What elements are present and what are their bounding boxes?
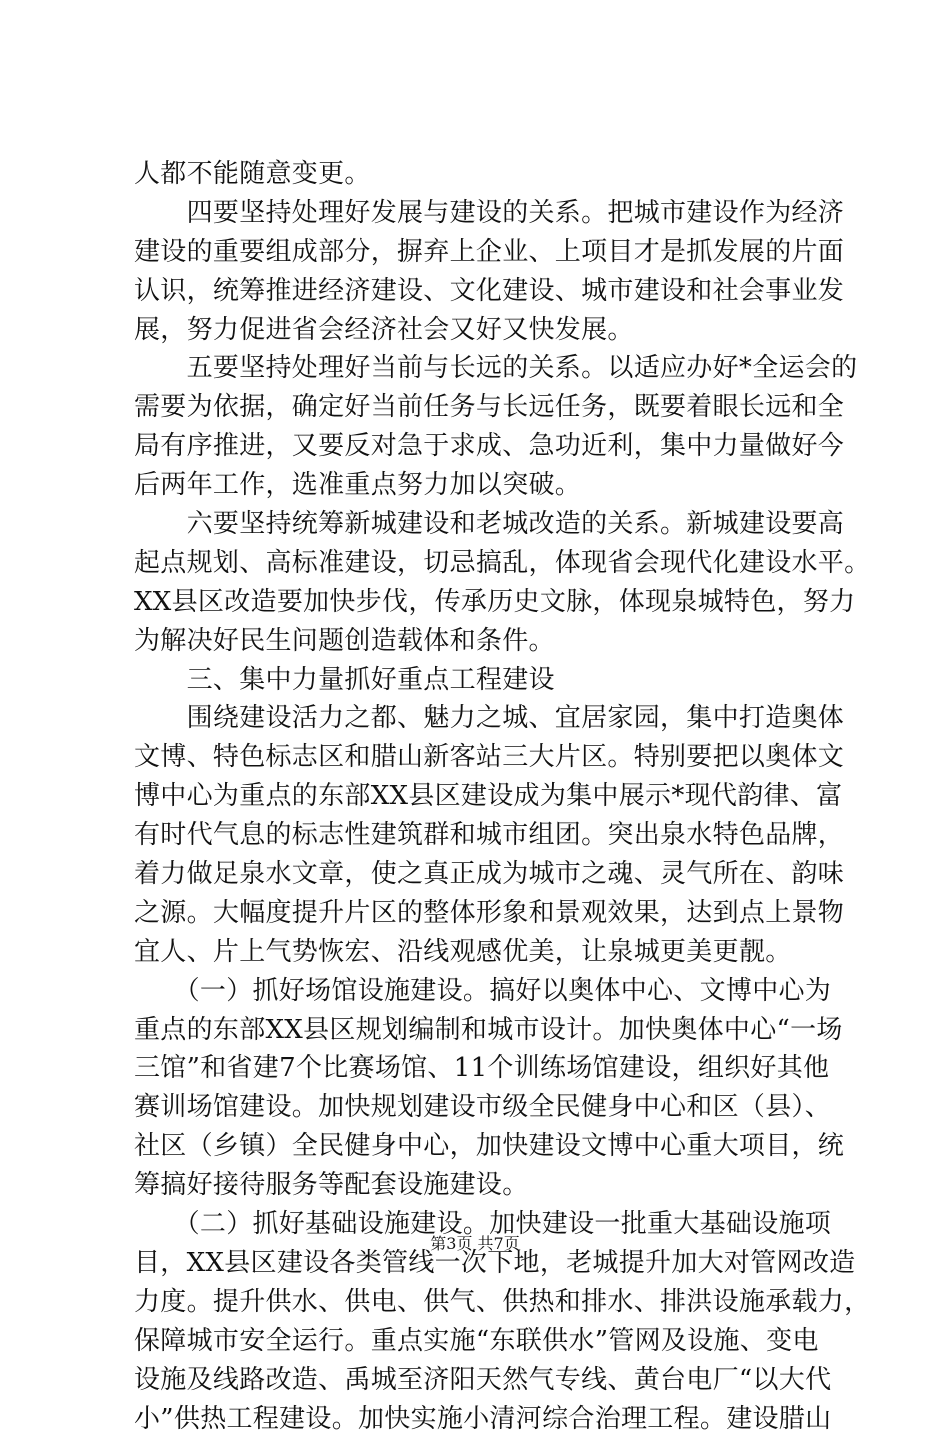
text-line: 三馆”和省建7个比赛场馆、11个训练场馆建设，组织好其他: [134, 1049, 834, 1088]
text-line: 文博、特色标志区和腊山新客站三大片区。特别要把以奥体文: [134, 738, 834, 777]
text-line: 四要坚持处理好发展与建设的关系。把城市建设作为经济: [134, 194, 834, 233]
text-line: 五要坚持处理好当前与长远的关系。以适应办好*全运会的: [134, 349, 834, 388]
text-line: 力度。提升供水、供电、供气、供热和排水、排洪设施承载力，: [134, 1283, 834, 1322]
text-line: 六要坚持统筹新城建设和老城改造的关系。新城建设要高: [134, 505, 834, 544]
text-line: 认识，统筹推进经济建设、文化建设、城市建设和社会事业发: [134, 272, 834, 311]
text-line: 后两年工作，选准重点努力加以突破。: [134, 466, 834, 505]
text-line: 之源。大幅度提升片区的整体形象和景观效果，达到点上景物: [134, 894, 834, 933]
text-line: 筹搞好接待服务等配套设施建设。: [134, 1166, 834, 1205]
text-line: 重点的东部XX县区规划编制和城市设计。加快奥体中心“一场: [134, 1011, 834, 1050]
text-line: 着力做足泉水文章，使之真正成为城市之魂、灵气所在、韵味: [134, 855, 834, 894]
text-line: XX县区改造要加快步伐，传承历史文脉，体现泉城特色，努力: [134, 583, 834, 622]
text-line: 社区（乡镇）全民健身中心，加快建设文博中心重大项目，统: [134, 1127, 834, 1166]
page-footer: 第3页 共7页: [0, 1234, 950, 1254]
text-line: （二）抓好基础设施建设。加快建设一批重大基础设施项: [134, 1205, 834, 1244]
text-line: 起点规划、高标准建设，切忌搞乱，体现省会现代化建设水平。: [134, 544, 834, 583]
text-line: 建设的重要组成部分，摒弃上企业、上项目才是抓发展的片面: [134, 233, 834, 272]
text-line: 宜人、片上气势恢宏、沿线观感优美，让泉城更美更靓。: [134, 933, 834, 972]
text-line: （一）抓好场馆设施建设。搞好以奥体中心、文博中心为: [134, 972, 834, 1011]
text-line: 人都不能随意变更。: [134, 155, 834, 194]
text-line: 需要为依据，确定好当前任务与长远任务，既要着眼长远和全: [134, 388, 834, 427]
text-line: 围绕建设活力之都、魅力之城、宜居家园，集中打造奥体: [134, 699, 834, 738]
text-line: 保障城市安全运行。重点实施“东联供水”管网及设施、变电: [134, 1322, 834, 1361]
text-line: 有时代气息的标志性建筑群和城市组团。突出泉水特色品牌，: [134, 816, 834, 855]
text-line: 为解决好民生问题创造载体和条件。: [134, 622, 834, 661]
text-line: 三、集中力量抓好重点工程建设: [134, 661, 834, 700]
text-line: 展，努力促进省会经济社会又好又快发展。: [134, 311, 834, 350]
text-line: 设施及线路改造、禹城至济阳天然气专线、黄台电厂“以大代: [134, 1361, 834, 1400]
text-line: 小”供热工程建设。加快实施小清河综合治理工程。建设腊山: [134, 1400, 834, 1438]
text-line: 目，XX县区建设各类管线一次下地，老城提升加大对管网改造: [134, 1244, 834, 1283]
text-line: 局有序推进，又要反对急于求成、急功近利，集中力量做好今: [134, 427, 834, 466]
text-line: 赛训场馆建设。加快规划建设市级全民健身中心和区（县）、: [134, 1088, 834, 1127]
text-line: 博中心为重点的东部XX县区建设成为集中展示*现代韵律、富: [134, 777, 834, 816]
